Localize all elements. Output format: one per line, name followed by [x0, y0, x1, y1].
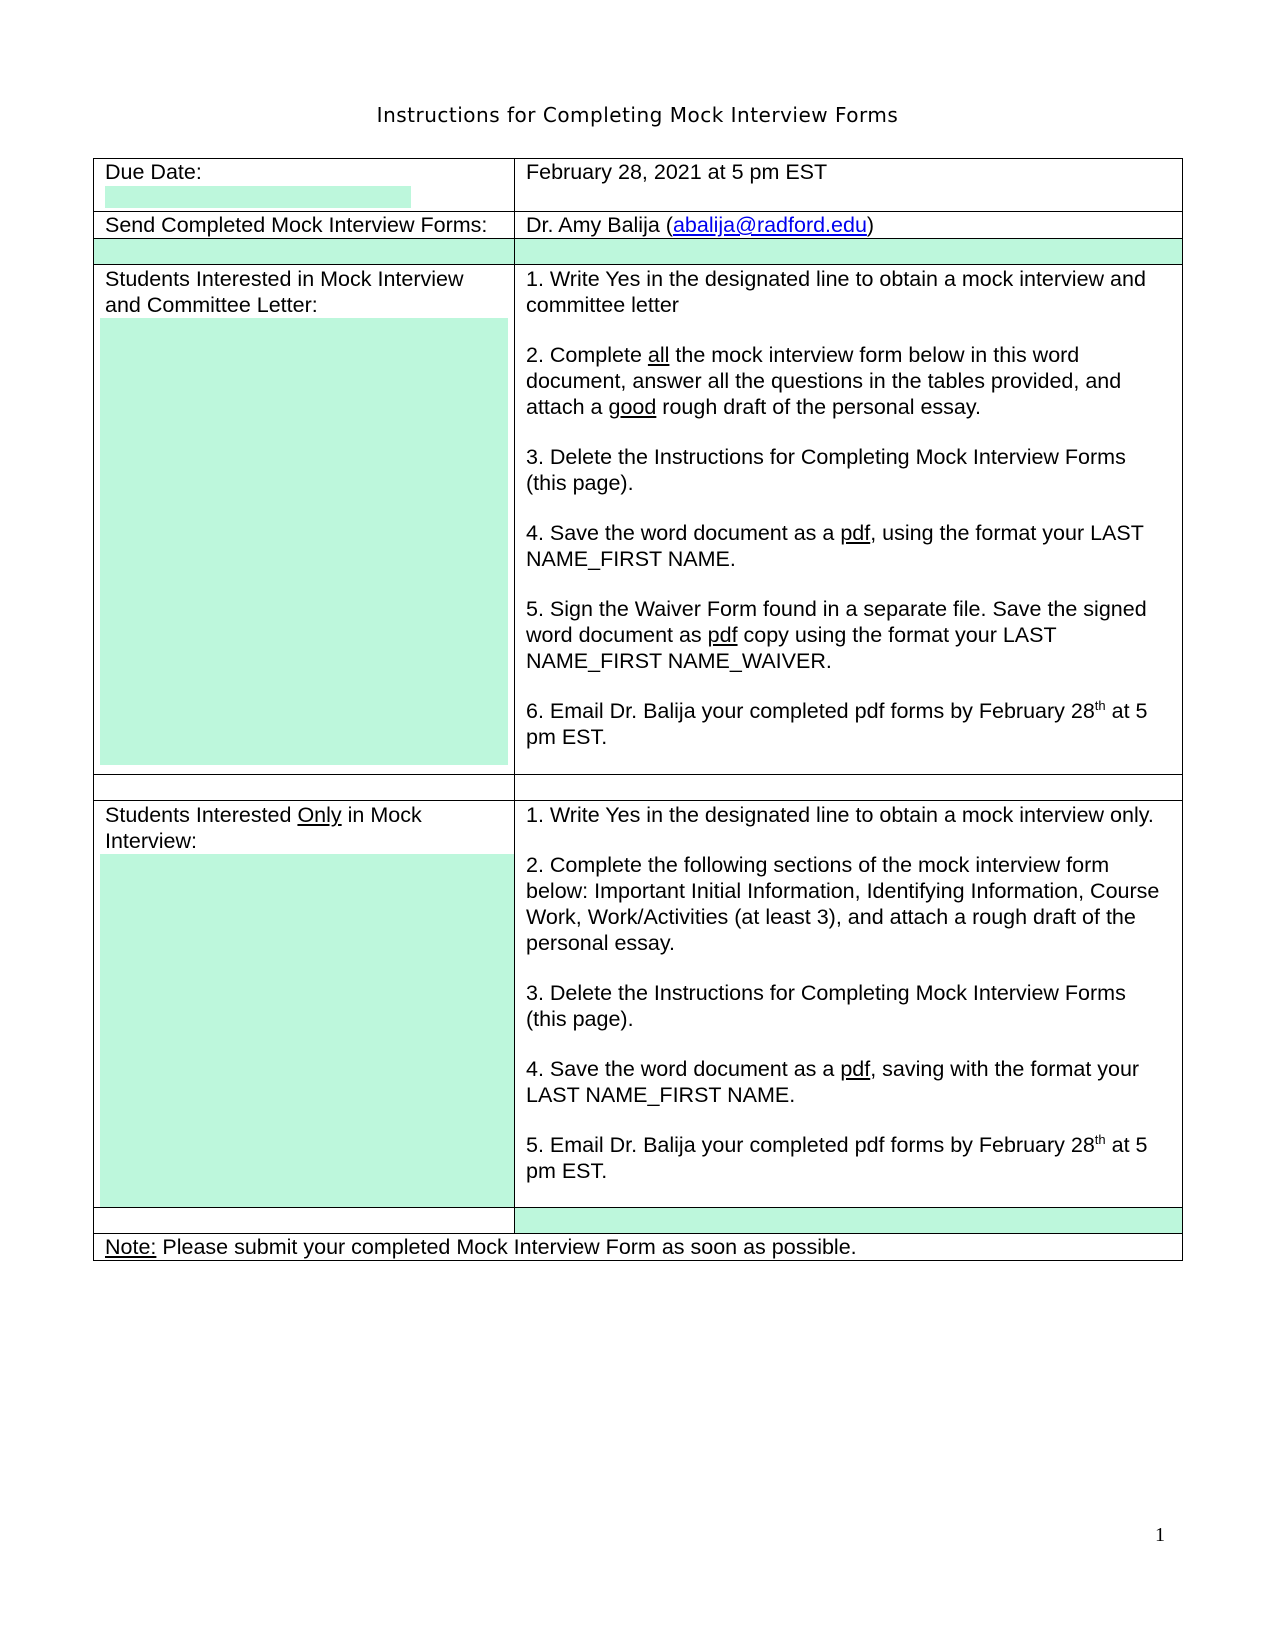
section2-step-5: 5. Email Dr. Balija your completed pdf forms by February 28th at 5 pm EST. — [526, 1131, 1148, 1183]
section2-step-3: 3. Delete the Instructions for Completing Mock Interview Forms (this page). — [526, 981, 1126, 1031]
spacer-cell — [515, 239, 1183, 265]
section1-step-1: 1. Write Yes in the designated line to obtain a mock interview and committee letter — [526, 267, 1146, 317]
spacer-row-1 — [94, 239, 1183, 265]
due-date-value: February 28, 2021 at 5 pm EST — [515, 159, 1183, 212]
section1-step-5: 5. Sign the Waiver Form found in a separate file. Save the signed word document as pdf copy using the format your LAST NAME_FIRST NAME_WAIVER. — [526, 597, 1147, 673]
document-title: Instructions for Completing Mock Interview Forms — [376, 103, 899, 127]
note-text: Please submit your completed Mock Interview Form as soon as possible. — [156, 1235, 857, 1259]
recipient-name: Dr. Amy Balija ( — [526, 213, 673, 237]
spacer-row-3 — [94, 1208, 1183, 1234]
section2-step-4: 4. Save the word document as a pdf, saving with the format your LAST NAME_FIRST NAME. — [526, 1057, 1140, 1107]
note-label: Note: — [105, 1235, 157, 1259]
section2-label-cell — [94, 801, 515, 1208]
section1-steps — [515, 265, 1183, 775]
spacer-cell — [515, 775, 1183, 801]
spacer-cell — [515, 1208, 1183, 1234]
spacer-row-2 — [94, 775, 1183, 801]
page-number: 1 — [1155, 1524, 1165, 1546]
section2-label: Students Interested Only in Mock Interview: — [105, 803, 422, 853]
email-link[interactable]: abalija@radford.edu — [672, 213, 867, 237]
due-date-label-cell — [94, 159, 515, 212]
section1-highlight — [100, 318, 508, 765]
section1-label: Students Interested in Mock Interview and Committee Letter: — [105, 267, 464, 317]
due-date-row — [94, 159, 1183, 212]
section2-steps — [515, 801, 1183, 1208]
section1-step-3: 3. Delete the Instructions for Completing Mock Interview Forms (this page). — [526, 445, 1126, 495]
recipient-suffix: ) — [866, 213, 875, 237]
send-forms-row — [94, 212, 1183, 239]
note-row — [94, 1234, 1183, 1261]
section2-row — [94, 801, 1183, 1208]
spacer-cell — [94, 775, 515, 801]
note-cell — [94, 1234, 1183, 1261]
section1-step-6: 6. Email Dr. Balija your completed pdf forms by February 28th at 5 pm EST. — [526, 697, 1148, 749]
send-forms-value — [515, 212, 1183, 239]
spacer-cell — [94, 1208, 515, 1234]
spacer-cell — [94, 239, 515, 265]
section2-step-2: 2. Complete the following sections of the mock interview form below: Important Initial Information, Identifying Information, Course Work, Work/Activities (at least 3), and attach a rough draft of the personal essay. — [526, 853, 1160, 955]
instructions-table — [93, 158, 1183, 1261]
section2-highlight — [100, 854, 514, 1207]
section1-label-cell — [94, 265, 515, 775]
send-forms-label: Send Completed Mock Interview Forms: — [94, 212, 515, 239]
due-date-highlight — [105, 186, 411, 208]
section1-row — [94, 265, 1183, 775]
section1-step-4: 4. Save the word document as a pdf, using the format your LAST NAME_FIRST NAME. — [526, 521, 1144, 571]
section1-step-2: 2. Complete all the mock interview form below in this word document, answer all the questions in the tables provided, and attach a good rough draft of the personal essay. — [526, 343, 1122, 419]
due-date-label: Due Date: — [105, 160, 202, 184]
section2-step-1: 1. Write Yes in the designated line to obtain a mock interview only. — [526, 803, 1154, 827]
